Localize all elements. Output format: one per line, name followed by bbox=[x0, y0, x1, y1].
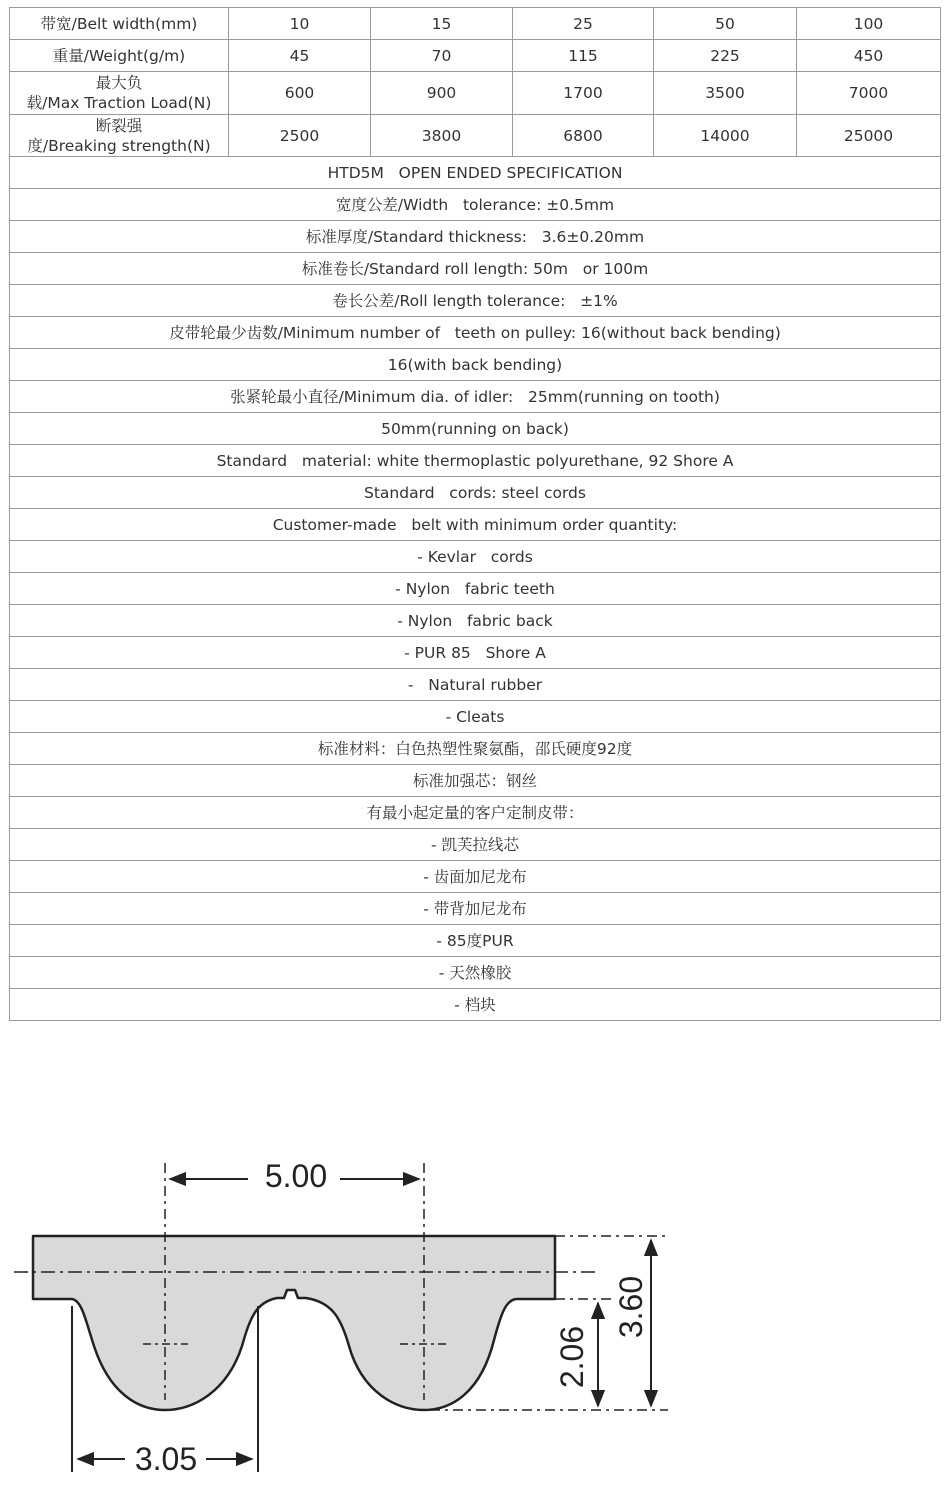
spec-line-row bbox=[10, 669, 941, 701]
label-line: 断裂强 bbox=[95, 116, 143, 135]
spec-line-row bbox=[10, 733, 941, 765]
weight-value: 225 bbox=[654, 40, 797, 72]
spec-line-text: - Kevlar cords bbox=[10, 541, 941, 573]
spec-line-row bbox=[10, 701, 941, 733]
spec-line-text: 50mm(running on back) bbox=[10, 413, 941, 445]
spec-line-row bbox=[10, 829, 941, 861]
label-line: 度/Breaking strength(N) bbox=[27, 136, 211, 155]
spec-line-row bbox=[10, 381, 941, 413]
spec-line-row bbox=[10, 989, 941, 1021]
pitch-dimension-label: 5.00 bbox=[264, 1158, 328, 1194]
weight-label: 重量/Weight(g/m) bbox=[10, 40, 229, 72]
spec-line-text: HTD5M OPEN ENDED SPECIFICATION bbox=[10, 157, 941, 189]
belt-width-value: 50 bbox=[654, 8, 797, 40]
spec-line-row bbox=[10, 605, 941, 637]
belt-width-value: 25 bbox=[513, 8, 654, 40]
spec-line-row bbox=[10, 317, 941, 349]
spec-line-text: - Cleats bbox=[10, 701, 941, 733]
breaking-strength-value: 14000 bbox=[654, 115, 797, 157]
spec-line-text: - Nylon fabric teeth bbox=[10, 573, 941, 605]
breaking-strength-value: 6800 bbox=[513, 115, 654, 157]
spec-line-text: - Nylon fabric back bbox=[10, 605, 941, 637]
max-traction-load-value: 3500 bbox=[654, 72, 797, 115]
spec-line-text: 皮带轮最少齿数/Minimum number of teeth on pulley: 16(without back bending) bbox=[10, 317, 941, 349]
max-traction-load-value: 900 bbox=[371, 72, 513, 115]
spec-line-text: 标准加强芯：钢丝 bbox=[10, 765, 941, 797]
spec-line-text: Standard material: white thermoplastic polyurethane, 92 Shore A bbox=[10, 445, 941, 477]
max-traction-load-value: 7000 bbox=[797, 72, 941, 115]
label-line: 载/Max Traction Load(N) bbox=[26, 94, 212, 112]
max-traction-load-label bbox=[10, 72, 229, 115]
max-traction-load-value: 1700 bbox=[513, 72, 654, 115]
breaking-strength-label bbox=[10, 115, 229, 157]
spec-line-row bbox=[10, 573, 941, 605]
spec-line-row bbox=[10, 861, 941, 893]
breaking-strength-value: 2500 bbox=[229, 115, 371, 157]
weight-value: 70 bbox=[371, 40, 513, 72]
table-row-max-traction-load bbox=[10, 72, 941, 115]
spec-line-text: Standard cords: steel cords bbox=[10, 477, 941, 509]
spec-line-text: 张紧轮最小直径/Minimum dia. of idler: 25mm(running on tooth) bbox=[10, 381, 941, 413]
spec-line-text: 有最小起定量的客户定制皮带： bbox=[10, 797, 941, 829]
spec-line-row bbox=[10, 221, 941, 253]
belt-profile-shape bbox=[33, 1236, 555, 1410]
breaking-strength-value: 3800 bbox=[371, 115, 513, 157]
spec-line-text: 标准卷长/Standard roll length: 50m or 100m bbox=[10, 253, 941, 285]
spec-line-text: 宽度公差/Width tolerance: ±0.5mm bbox=[10, 189, 941, 221]
spec-line-row bbox=[10, 477, 941, 509]
htd5m-profile-drawing bbox=[0, 1150, 950, 1480]
spec-line-row bbox=[10, 893, 941, 925]
spec-line-row bbox=[10, 413, 941, 445]
spec-line-row bbox=[10, 285, 941, 317]
spec-line-text: 标准厚度/Standard thickness: 3.6±0.20mm bbox=[10, 221, 941, 253]
spec-line-text: - Natural rubber bbox=[10, 669, 941, 701]
spec-line-text: 标准材料：白色热塑性聚氨酯，邵氏硬度92度 bbox=[10, 733, 941, 765]
spec-line-row bbox=[10, 637, 941, 669]
spec-line-row bbox=[10, 509, 941, 541]
belt-width-value: 100 bbox=[797, 8, 941, 40]
weight-value: 450 bbox=[797, 40, 941, 72]
tooth-width-dimension-label: 3.05 bbox=[134, 1441, 198, 1477]
weight-value: 115 bbox=[513, 40, 654, 72]
spec-line-row bbox=[10, 797, 941, 829]
table-row-breaking-strength bbox=[10, 115, 941, 157]
spec-line-text: Customer-made belt with minimum order quantity: bbox=[10, 509, 941, 541]
weight-value: 45 bbox=[229, 40, 371, 72]
spec-table bbox=[9, 7, 941, 1021]
belt-width-value: 10 bbox=[229, 8, 371, 40]
spec-line-text: - PUR 85 Shore A bbox=[10, 637, 941, 669]
spec-line-row bbox=[10, 957, 941, 989]
spec-line-row bbox=[10, 349, 941, 381]
spec-line-row bbox=[10, 253, 941, 285]
spec-line-text: - 天然橡胶 bbox=[10, 957, 941, 989]
spec-line-row bbox=[10, 189, 941, 221]
label-line: 最大负 bbox=[95, 74, 143, 92]
spec-line-text: - 带背加尼龙布 bbox=[10, 893, 941, 925]
table-row-weight bbox=[10, 40, 941, 72]
spec-line-text: - 齿面加尼龙布 bbox=[10, 861, 941, 893]
belt-width-value: 15 bbox=[371, 8, 513, 40]
spec-line-text: - 凯芙拉线芯 bbox=[10, 829, 941, 861]
table-row-belt-width bbox=[10, 8, 941, 40]
spec-line-text: 16(with back bending) bbox=[10, 349, 941, 381]
breaking-strength-value: 25000 bbox=[797, 115, 941, 157]
total-height-dimension-label: 3.60 bbox=[613, 1275, 649, 1339]
tooth-height-dimension-label: 2.06 bbox=[554, 1325, 590, 1389]
belt-width-label: 带宽/Belt width(mm) bbox=[10, 8, 229, 40]
max-traction-load-value: 600 bbox=[229, 72, 371, 115]
spec-line-text: 卷长公差/Roll length tolerance: ±1% bbox=[10, 285, 941, 317]
spec-line-row bbox=[10, 541, 941, 573]
spec-line-text: - 档块 bbox=[10, 989, 941, 1021]
spec-line-row bbox=[10, 925, 941, 957]
spec-line-row bbox=[10, 157, 941, 189]
spec-line-row bbox=[10, 445, 941, 477]
spec-line-text: - 85度PUR bbox=[10, 925, 941, 957]
spec-line-row bbox=[10, 765, 941, 797]
